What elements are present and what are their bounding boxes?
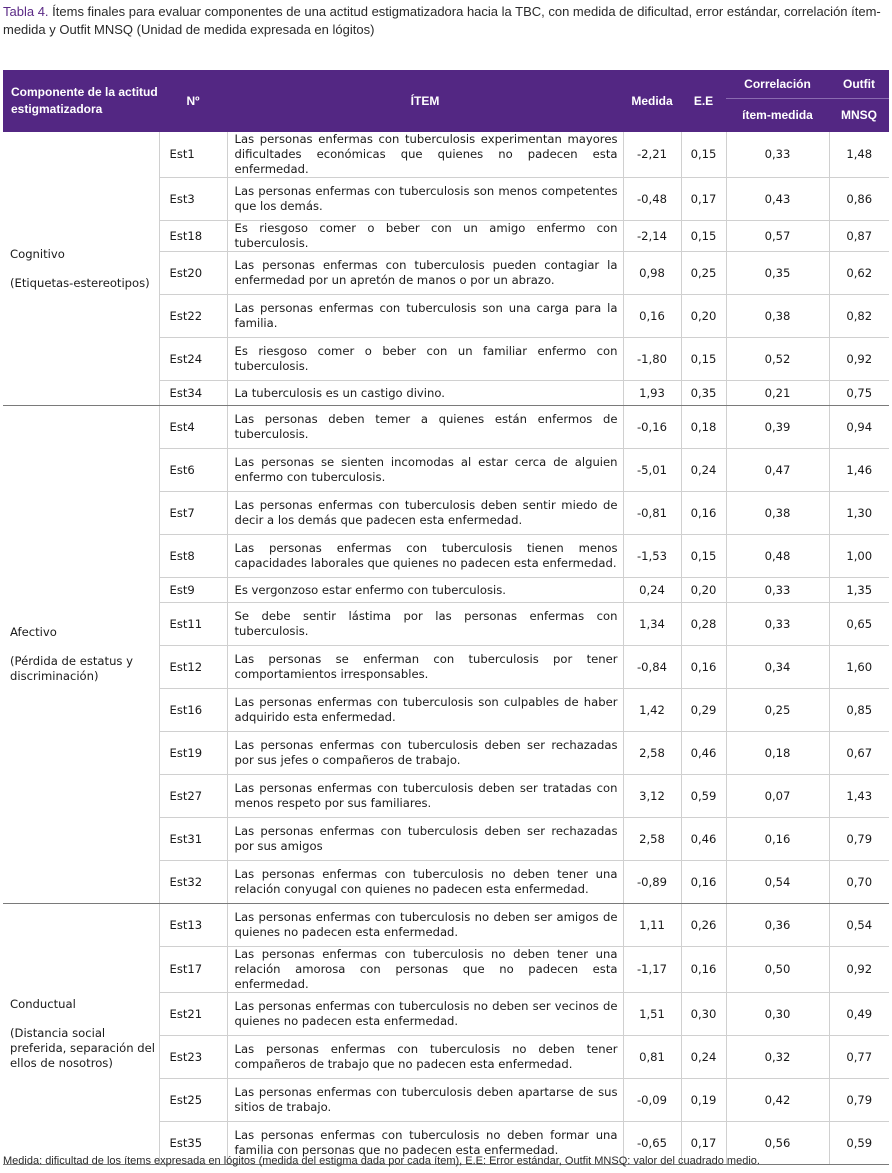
component-name: Conductual [10,997,76,1011]
cell-outfit: 0,70 [829,861,889,904]
cell-outfit: 1,46 [829,449,889,492]
cell-medida: 0,81 [623,1036,681,1079]
cell-outfit: 0,86 [829,178,889,221]
cell-item: Las personas enfermas con tuberculosis deben sentir miedo de decir a los demás que padecen esta enfermedad. [227,492,623,535]
cell-ee: 0,15 [681,221,726,252]
cell-medida: -5,01 [623,449,681,492]
cell-ee: 0,15 [681,338,726,381]
cell-item: La tuberculosis es un castigo divino. [227,381,623,406]
cell-ee: 0,59 [681,775,726,818]
cell-corr: 0,32 [726,1036,829,1079]
cell-num: Est3 [159,178,227,221]
cell-ee: 0,30 [681,993,726,1036]
cell-ee: 0,24 [681,1036,726,1079]
cell-medida: -0,65 [623,1122,681,1165]
cell-medida: 1,34 [623,603,681,646]
cell-outfit: 0,54 [829,904,889,947]
cell-medida: -0,48 [623,178,681,221]
table-row [3,904,889,947]
cell-medida: 1,51 [623,993,681,1036]
cell-item: Es riesgoso comer o beber con un familiar enfermo con tuberculosis. [227,338,623,381]
cell-item: Las personas enfermas con tuberculosis no deben tener una relación amorosa con personas que no padecen esta enfermedad. [227,947,623,993]
cell-outfit: 0,92 [829,338,889,381]
header-outfit-bottom: MNSQ [829,98,889,132]
cell-item: Las personas enfermas con tuberculosis son menos competentes que los demás. [227,178,623,221]
cell-item: Las personas enfermas con tuberculosis deben ser rechazadas por sus amigos [227,818,623,861]
cell-corr: 0,35 [726,252,829,295]
cell-corr: 0,54 [726,861,829,904]
cell-corr: 0,33 [726,578,829,603]
cell-num: Est6 [159,449,227,492]
cell-item: Las personas enfermas con tuberculosis no deben tener compañeros de trabajo que no padecen esta enfermedad. [227,1036,623,1079]
cell-ee: 0,16 [681,492,726,535]
component-cell [3,406,159,904]
component-name: Afectivo [10,625,57,639]
cell-item: Las personas enfermas con tuberculosis pueden contagiar la enfermedad por un apretón de manos o por un abrazo. [227,252,623,295]
cell-outfit: 1,30 [829,492,889,535]
cell-ee: 0,16 [681,646,726,689]
cell-item: Las personas se enferman con tuberculosis por tener comportamientos irresponsables. [227,646,623,689]
cell-num: Est1 [159,132,227,178]
cell-corr: 0,57 [726,221,829,252]
cell-medida: -1,80 [623,338,681,381]
cell-num: Est12 [159,646,227,689]
cell-num: Est21 [159,993,227,1036]
cell-item: Las personas enfermas con tuberculosis tienen menos capacidades laborales que quienes no padecen esta enfermedad. [227,535,623,578]
cell-outfit: 0,94 [829,406,889,449]
header-corr-bottom: ítem-medida [726,98,829,132]
cell-num: Est8 [159,535,227,578]
cell-num: Est32 [159,861,227,904]
table-caption [3,3,889,39]
cell-item: Las personas enfermas con tuberculosis son una carga para la familia. [227,295,623,338]
cell-item: Las personas enfermas con tuberculosis no deben ser amigos de quienes no padecen esta enfermedad. [227,904,623,947]
cell-item: Es vergonzoso estar enfermo con tuberculosis. [227,578,623,603]
header-num: Nº [159,70,227,132]
cell-num: Est27 [159,775,227,818]
cell-ee: 0,24 [681,449,726,492]
table-footnote: Medida: dificultad de los ítems expresada en lógitos (medida del estigma dada por cada ítem), E.E: Error estándar, Outfit MNSQ: valor del cuadrado medio. [3,1155,760,1167]
cell-corr: 0,16 [726,818,829,861]
component-description: (Etiquetas-estereotipos) [10,275,150,290]
cell-corr: 0,42 [726,1079,829,1122]
cell-item: Las personas enfermas con tuberculosis no deben tener una relación conyugal con quienes no padecen esta enfermedad. [227,861,623,904]
cell-corr: 0,50 [726,947,829,993]
cell-ee: 0,20 [681,295,726,338]
cell-num: Est34 [159,381,227,406]
cell-item: Las personas se sienten incomodas al estar cerca de alguien enfermo con tuberculosis. [227,449,623,492]
cell-num: Est19 [159,732,227,775]
cell-corr: 0,33 [726,132,829,178]
cell-num: Est22 [159,295,227,338]
header-ee: E.E [681,70,726,132]
cell-ee: 0,46 [681,818,726,861]
cell-corr: 0,38 [726,295,829,338]
component-name: Cognitivo [10,246,65,261]
cell-num: Est25 [159,1079,227,1122]
cell-corr: 0,33 [726,603,829,646]
cell-item: Las personas enfermas con tuberculosis deben ser rechazadas por sus jefes o compañeros de trabajo. [227,732,623,775]
cell-outfit: 0,87 [829,221,889,252]
header-outfit-top: Outfit [829,70,889,98]
cell-medida: 1,93 [623,381,681,406]
cell-ee: 0,20 [681,578,726,603]
cell-outfit: 1,00 [829,535,889,578]
table-body [3,132,889,1165]
cell-ee: 0,26 [681,904,726,947]
header-corr-top: Correlación [726,70,829,98]
cell-ee: 0,15 [681,132,726,178]
cell-outfit: 1,35 [829,578,889,603]
cell-item: Las personas enfermas con tuberculosis no deben ser vecinos de quienes no padecen esta enfermedad. [227,993,623,1036]
table-row [3,406,889,449]
cell-corr: 0,56 [726,1122,829,1165]
cell-corr: 0,25 [726,689,829,732]
cell-num: Est31 [159,818,227,861]
cell-ee: 0,28 [681,603,726,646]
cell-medida: 0,24 [623,578,681,603]
cell-outfit: 0,65 [829,603,889,646]
cell-num: Est35 [159,1122,227,1165]
cell-outfit: 0,92 [829,947,889,993]
cell-outfit: 0,59 [829,1122,889,1165]
component-cell [3,904,159,1165]
cell-outfit: 0,49 [829,993,889,1036]
cell-num: Est23 [159,1036,227,1079]
cell-outfit: 0,77 [829,1036,889,1079]
cell-medida: -0,84 [623,646,681,689]
cell-medida: -0,16 [623,406,681,449]
cell-outfit: 0,79 [829,1079,889,1122]
cell-medida: -1,17 [623,947,681,993]
cell-corr: 0,07 [726,775,829,818]
cell-outfit: 1,60 [829,646,889,689]
cell-num: Est7 [159,492,227,535]
cell-num: Est11 [159,603,227,646]
cell-medida: 1,42 [623,689,681,732]
cell-medida: -0,09 [623,1079,681,1122]
cell-num: Est17 [159,947,227,993]
cell-ee: 0,46 [681,732,726,775]
cell-corr: 0,36 [726,904,829,947]
header-component: Componente de la actitud estigmatizadora [3,70,159,132]
cell-num: Est9 [159,578,227,603]
cell-outfit: 1,48 [829,132,889,178]
cell-ee: 0,17 [681,178,726,221]
component-description: (Pérdida de estatus y discriminación) [10,654,134,683]
cell-num: Est4 [159,406,227,449]
caption-text: Ítems finales para evaluar componentes de una actitud estigmatizadora hacia la TBC, con medida de dificultad, error estándar, correlación ítem-medida y Outfit MNSQ (Unidad de medida expresada en lógitos) [3,4,881,37]
cell-item: Se debe sentir lástima por las personas enfermas con tuberculosis. [227,603,623,646]
cell-medida: 0,16 [623,295,681,338]
cell-num: Est13 [159,904,227,947]
cell-num: Est18 [159,221,227,252]
cell-medida: 1,11 [623,904,681,947]
cell-outfit: 0,75 [829,381,889,406]
cell-num: Est24 [159,338,227,381]
cell-corr: 0,34 [726,646,829,689]
cell-medida: -1,53 [623,535,681,578]
cell-outfit: 0,79 [829,818,889,861]
cell-corr: 0,30 [726,993,829,1036]
cell-num: Est20 [159,252,227,295]
cell-medida: 2,58 [623,818,681,861]
component-cell [3,132,159,406]
cell-ee: 0,16 [681,861,726,904]
cell-medida: -2,21 [623,132,681,178]
cell-outfit: 1,43 [829,775,889,818]
cell-item: Es riesgoso comer o beber con un amigo enfermo con tuberculosis. [227,221,623,252]
header-item: ÍTEM [227,70,623,132]
cell-ee: 0,29 [681,689,726,732]
cell-corr: 0,39 [726,406,829,449]
cell-item: Las personas deben temer a quienes están enfermos de tuberculosis. [227,406,623,449]
cell-corr: 0,38 [726,492,829,535]
cell-outfit: 0,82 [829,295,889,338]
cell-ee: 0,35 [681,381,726,406]
cell-item: Las personas enfermas con tuberculosis deben ser tratadas con menos respeto por sus familiares. [227,775,623,818]
cell-corr: 0,47 [726,449,829,492]
cell-medida: 3,12 [623,775,681,818]
component-description: (Distancia social preferida, separación del ellos de nosotros) [10,1026,155,1070]
cell-corr: 0,21 [726,381,829,406]
cell-item: Las personas enfermas con tuberculosis experimentan mayores dificultades económicas que quienes no padecen esta enfermedad. [227,132,623,178]
results-table [3,70,889,1165]
header-medida: Medida [623,70,681,132]
cell-corr: 0,48 [726,535,829,578]
cell-item: Las personas enfermas con tuberculosis no deben formar una familia con personas que no padecen esta enfermedad. [227,1122,623,1165]
cell-outfit: 0,62 [829,252,889,295]
cell-medida: 2,58 [623,732,681,775]
table-row [3,132,889,178]
cell-num: Est16 [159,689,227,732]
cell-outfit: 0,67 [829,732,889,775]
cell-corr: 0,52 [726,338,829,381]
cell-ee: 0,15 [681,535,726,578]
cell-medida: -0,81 [623,492,681,535]
cell-item: Las personas enfermas con tuberculosis deben apartarse de sus sitios de trabajo. [227,1079,623,1122]
cell-medida: 0,98 [623,252,681,295]
cell-medida: -0,89 [623,861,681,904]
cell-ee: 0,25 [681,252,726,295]
cell-ee: 0,17 [681,1122,726,1165]
cell-ee: 0,19 [681,1079,726,1122]
cell-ee: 0,16 [681,947,726,993]
cell-outfit: 0,85 [829,689,889,732]
table-header [3,70,889,132]
cell-medida: -2,14 [623,221,681,252]
cell-corr: 0,43 [726,178,829,221]
cell-item: Las personas enfermas con tuberculosis son culpables de haber adquirido esta enfermedad. [227,689,623,732]
cell-corr: 0,18 [726,732,829,775]
caption-label: Tabla 4. [3,4,49,19]
cell-ee: 0,18 [681,406,726,449]
